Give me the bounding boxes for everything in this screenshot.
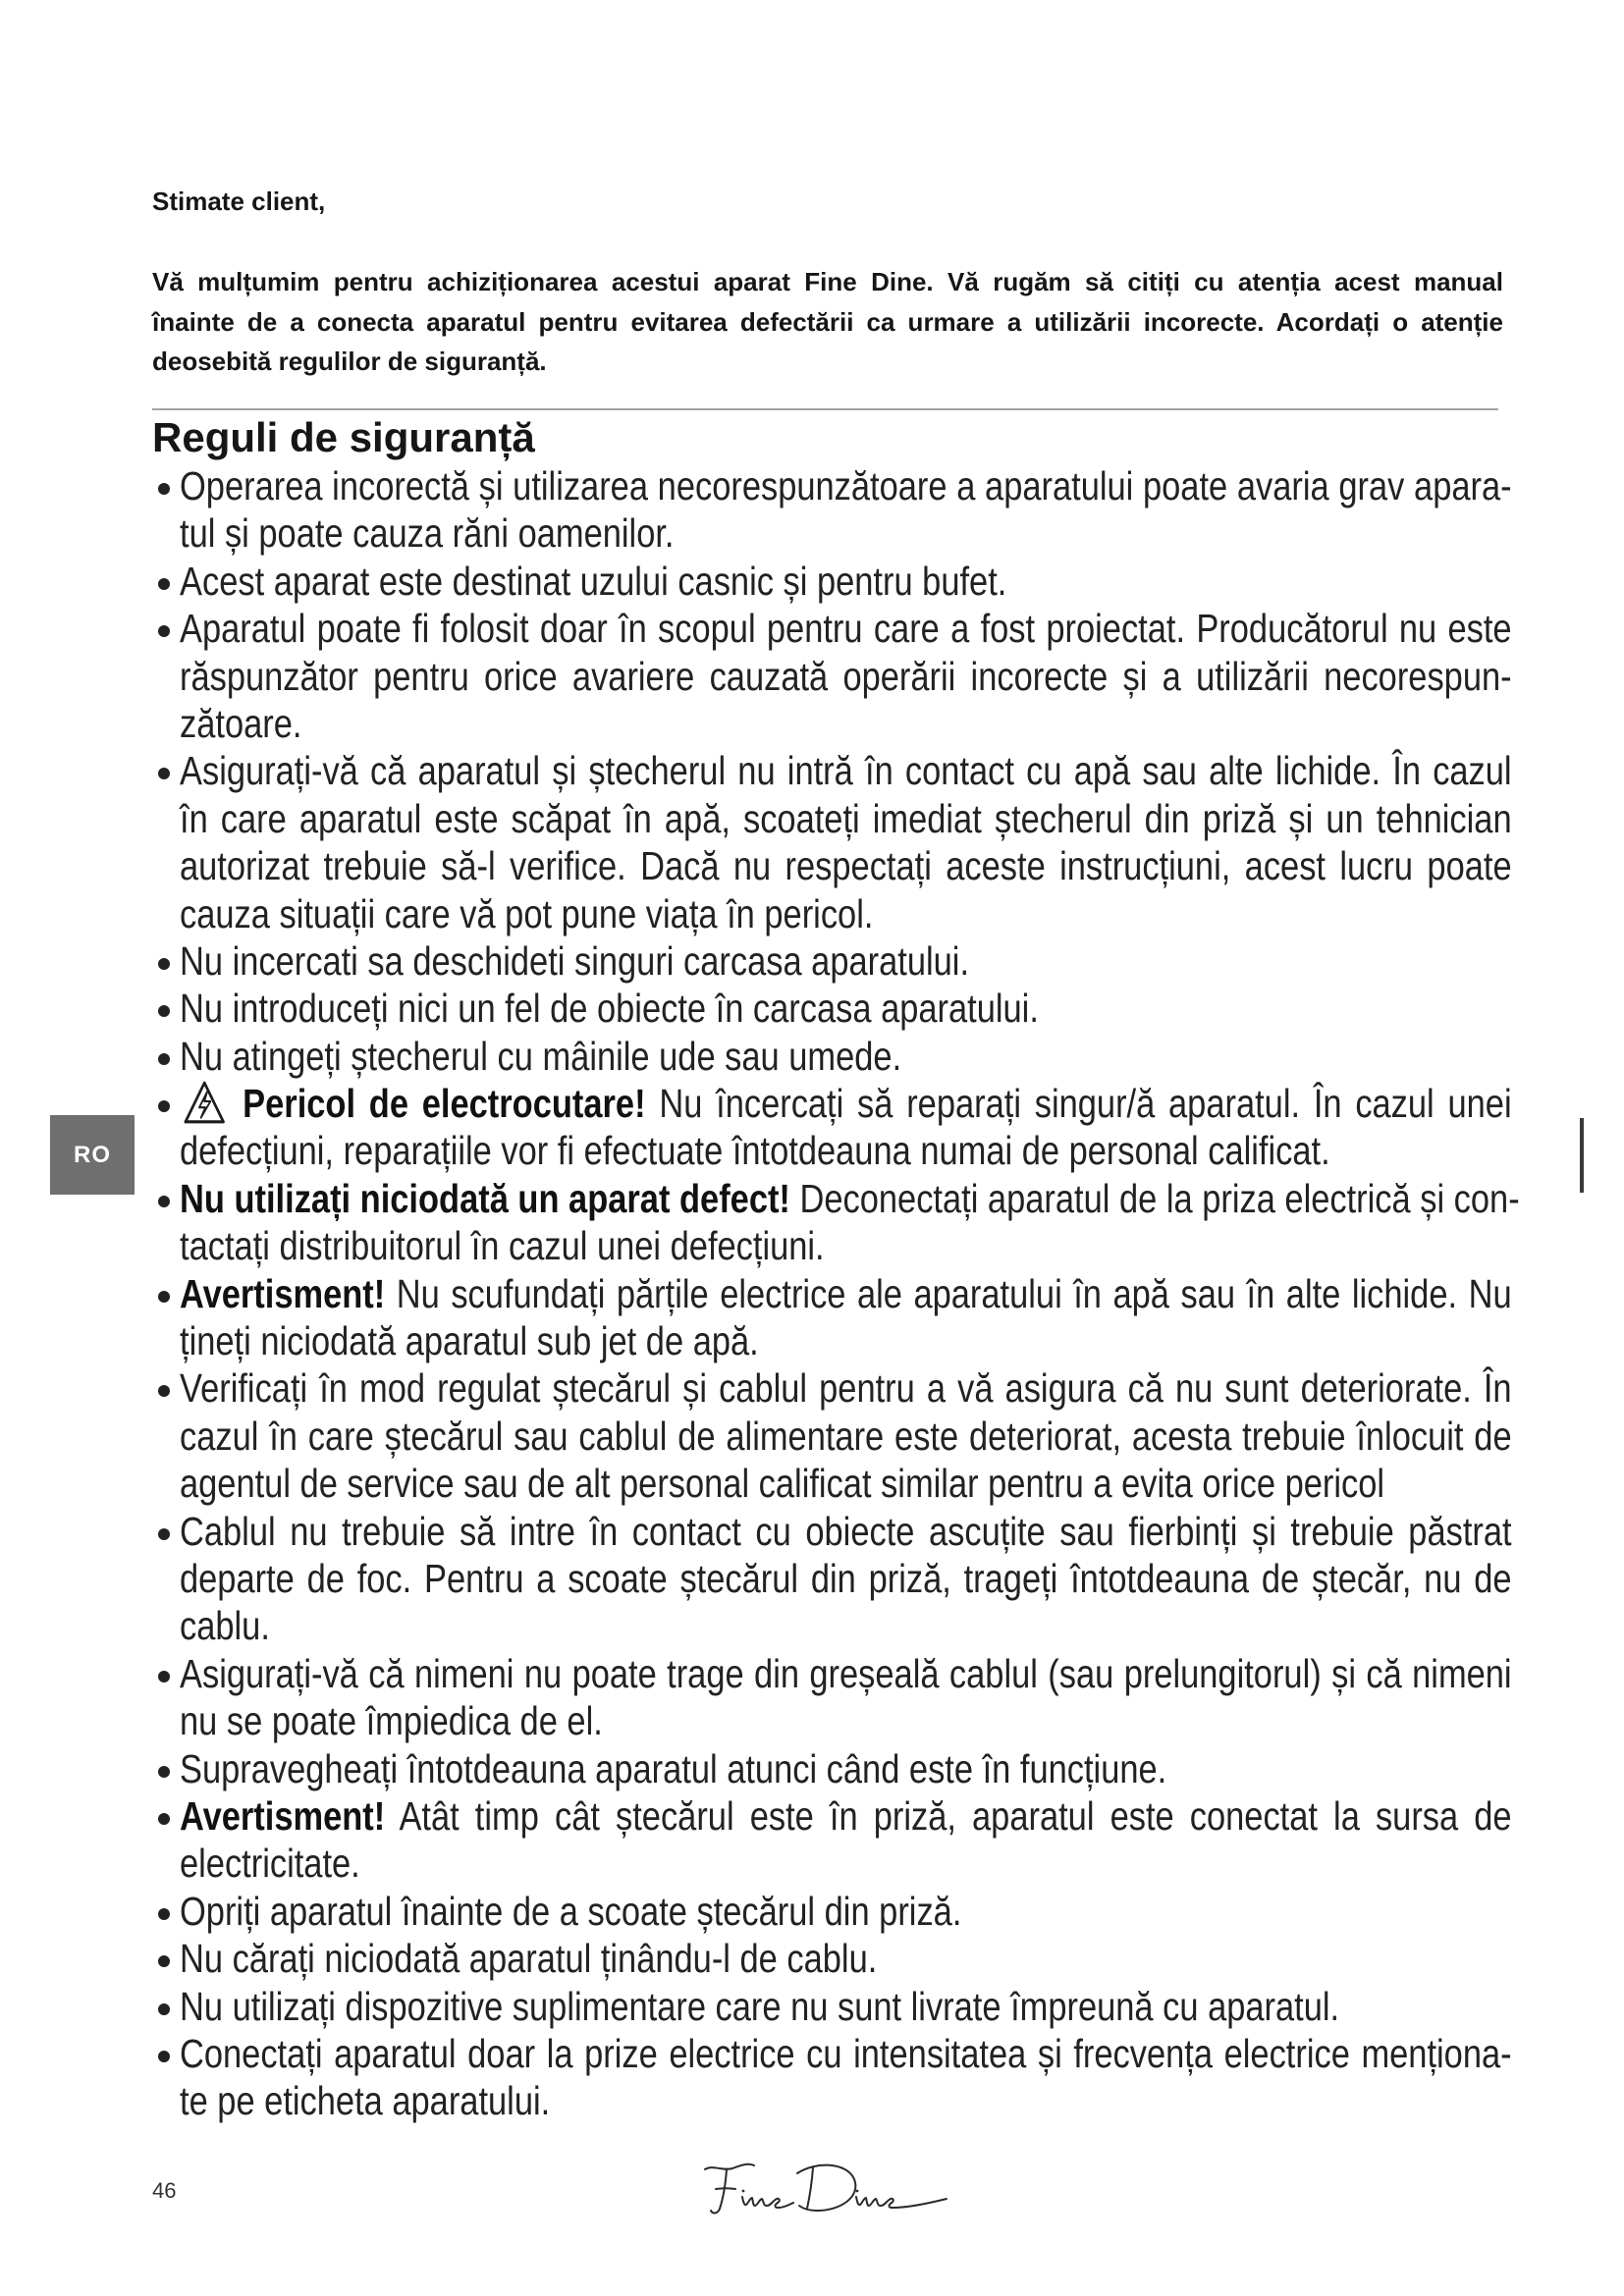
list-item bbox=[152, 1508, 1517, 1650]
list-item bbox=[152, 1650, 1517, 1745]
list-item-line bbox=[152, 1508, 1517, 1555]
bullet-icon bbox=[158, 483, 170, 495]
intro-line: deosebită regulilor de siguranță. bbox=[152, 347, 547, 376]
list-item-line bbox=[152, 1888, 1517, 1935]
list-item-line bbox=[152, 985, 1517, 1032]
list-item-line bbox=[152, 1555, 1517, 1602]
list-item-line bbox=[152, 1792, 1517, 1840]
list-item-line bbox=[152, 1033, 1517, 1080]
list-item-line bbox=[152, 1650, 1517, 1697]
list-item bbox=[152, 558, 1517, 605]
list-item-line bbox=[152, 1745, 1517, 1792]
list-item bbox=[152, 1175, 1520, 1270]
list-item-text: Operarea incorectă și utilizarea necorespunzătoare a aparatului poate avaria grav apara- bbox=[180, 463, 1512, 508]
list-item-text-rest: Nu încercați să reparați singur/ă aparatul. În cazul unei bbox=[659, 1081, 1512, 1127]
list-item-line bbox=[152, 1127, 1517, 1174]
list-item-text: Nu atingeți ștecherul cu mâinile ude sau umede. bbox=[180, 1033, 902, 1079]
list-item-text bbox=[180, 1270, 1512, 1317]
list-item bbox=[152, 1033, 1517, 1080]
list-item-text bbox=[180, 1175, 1520, 1222]
list-item-line bbox=[152, 747, 1517, 794]
bullet-icon bbox=[158, 1053, 170, 1065]
list-item-line bbox=[152, 890, 1517, 937]
electric-hazard-icon bbox=[180, 1080, 229, 1125]
list-item-line bbox=[152, 700, 1517, 747]
list-item-text: cazul în care ștecărul sau cablul de alimentare este deteriorat, acesta trebuie înlocuit de bbox=[180, 1413, 1512, 1459]
list-item-line bbox=[152, 1935, 1517, 1982]
list-item-text-rest: Atât timp cât ștecărul este în priză, aparatul este conectat la sursa de bbox=[399, 1792, 1512, 1839]
bullet-icon bbox=[158, 1528, 170, 1540]
list-item bbox=[152, 747, 1517, 937]
list-item-text: electricitate. bbox=[180, 1841, 360, 1887]
list-item-electric-hazard bbox=[152, 1080, 1517, 1175]
list-item-text: nu se poate împiedica de el. bbox=[180, 1698, 603, 1744]
list-item bbox=[152, 1792, 1517, 1888]
list-item bbox=[152, 2030, 1517, 2125]
list-item-text: Conectați aparatul doar la prize electrice cu intensitatea și frecvența electrice menționa- bbox=[180, 2030, 1512, 2076]
bullet-icon bbox=[158, 1671, 170, 1682]
list-item-text: Nu utilizați dispozitive suplimentare care nu sunt livrate împreună cu aparatul. bbox=[180, 1983, 1340, 2029]
bullet-icon bbox=[158, 1766, 170, 1778]
list-item bbox=[152, 937, 1517, 985]
section-title: Reguli de siguranță bbox=[152, 414, 535, 460]
bullet-icon bbox=[158, 2051, 170, 2062]
list-item-line bbox=[152, 1364, 1517, 1412]
list-item-text: Asigurați-vă că aparatul și ștecherul nu intră în contact cu apă sau alte lichide. În cazul bbox=[180, 748, 1512, 794]
list-item-line bbox=[152, 2077, 1517, 2124]
list-item-line bbox=[152, 605, 1517, 652]
list-item-line bbox=[152, 795, 1517, 842]
bullet-icon bbox=[158, 2003, 170, 2015]
list-item-line bbox=[152, 1222, 1517, 1269]
list-item-line bbox=[152, 1270, 1517, 1317]
warning-lead: Avertisment! bbox=[180, 1270, 386, 1316]
language-tab bbox=[50, 1115, 135, 1195]
list-item-text: în care aparatul este scăpat în apă, scoateți imediat ștecherul din priză și un tehnician bbox=[180, 795, 1512, 841]
list-item-text bbox=[180, 1080, 1512, 1127]
list-item-text: răspunzător pentru orice avariere cauzată operării incorecte și a utilizării necorespun- bbox=[180, 653, 1512, 699]
list-item-line bbox=[152, 1697, 1517, 1744]
list-item-text: Cablul nu trebuie să intre în contact cu obiecte ascuțite sau fierbinți și trebuie păstrat bbox=[180, 1508, 1512, 1554]
bullet-icon bbox=[158, 1196, 170, 1207]
intro-line: Vă mulțumim pentru achiziționarea acestui aparat Fine Dine. Vă rugăm să citiți cu atenția acest manual bbox=[152, 267, 1503, 296]
warning-lead: Nu utilizați niciodată un aparat defect! bbox=[180, 1175, 790, 1221]
list-item bbox=[152, 1745, 1517, 1792]
list-item-text-rest: Nu scufundați părțile electrice ale aparatului în apă sau în alte lichide. Nu bbox=[396, 1270, 1512, 1316]
list-item-line bbox=[152, 1080, 1517, 1127]
list-item-line bbox=[152, 2030, 1517, 2077]
bullet-icon bbox=[158, 1955, 170, 1967]
list-item-line bbox=[152, 558, 1517, 605]
list-item-text: Nu cărați niciodată aparatul ținându-l de cablu. bbox=[180, 1936, 878, 1982]
list-item-line bbox=[152, 653, 1517, 700]
list-item bbox=[152, 1935, 1517, 1982]
list-item-text: zătoare. bbox=[180, 700, 302, 746]
bullet-icon bbox=[158, 578, 170, 590]
list-item-line bbox=[152, 937, 1517, 985]
bullet-icon bbox=[158, 1813, 170, 1825]
list-item-line bbox=[152, 1840, 1517, 1887]
bullet-icon bbox=[158, 958, 170, 970]
list-item-line bbox=[152, 1413, 1517, 1460]
list-item-line bbox=[152, 509, 1517, 557]
list-item-text: tul și poate cauza răni oamenilor. bbox=[180, 510, 675, 557]
language-tab-label: RO bbox=[74, 1141, 111, 1168]
list-item-line bbox=[152, 1317, 1517, 1364]
list-item-text: cauza situații care vă pot pune viața în pericol. bbox=[180, 890, 874, 936]
bullet-icon bbox=[158, 1291, 170, 1303]
list-item bbox=[152, 1364, 1517, 1507]
list-item-text: Supravegheați întotdeauna aparatul atunci când este în funcțiune. bbox=[180, 1745, 1167, 1791]
list-item-text: Nu incercati sa deschideti singuri carcasa aparatului. bbox=[180, 937, 970, 984]
list-item-text: Acest aparat este destinat uzului casnic și pentru bufet. bbox=[180, 558, 1007, 604]
list-item-text: Opriți aparatul înainte de a scoate ștecărul din priză. bbox=[180, 1888, 962, 1934]
list-item-text: Asigurați-vă că nimeni nu poate trage din greșeală cablul (sau prelungitorul) și că nimeni bbox=[180, 1650, 1512, 1696]
list-item-text: te pe eticheta aparatului. bbox=[180, 2078, 551, 2124]
intro-line: înainte de a conecta aparatul pentru evitarea defectării ca urmare a utilizării incorecte. Acordați o atenție bbox=[152, 306, 1503, 337]
list-item-line bbox=[152, 1460, 1517, 1507]
list-item bbox=[152, 462, 1517, 558]
list-item-text: agentul de service sau de alt personal calificat similar pentru a evita orice pericol bbox=[180, 1461, 1385, 1507]
list-item-text: cablu. bbox=[180, 1603, 270, 1649]
list-item bbox=[152, 1983, 1517, 2030]
list-item-text: autorizat trebuie să-l verifice. Dacă nu respectați aceste instrucțiuni, acest lucru poate bbox=[180, 843, 1512, 889]
list-item bbox=[152, 605, 1517, 747]
page-number: 46 bbox=[152, 2178, 177, 2203]
list-item-text: Verificați în mod regulat ștecărul și cablul pentru a vă asigura că nu sunt deteriorate. În bbox=[180, 1365, 1512, 1412]
list-item-text: tactați distribuitorul în cazul unei defecțiuni. bbox=[180, 1223, 825, 1269]
warning-lead: Avertisment! bbox=[180, 1792, 386, 1839]
brand-logo bbox=[699, 2156, 950, 2218]
list-item-text: defecțiuni, reparațiile vor fi efectuate întotdeauna numai de personal calificat. bbox=[180, 1128, 1330, 1174]
list-item-text: departe de foc. Pentru a scoate ștecărul din priză, trageți întotdeauna de ștecăr, nu de bbox=[180, 1555, 1512, 1601]
list-item-text: Aparatul poate fi folosit doar în scopul pentru care a fost proiectat. Producătorul nu este bbox=[180, 606, 1512, 652]
list-item-text bbox=[180, 1792, 1512, 1840]
list-item-text-rest: Deconectați aparatul de la priza electrică și con- bbox=[799, 1175, 1520, 1221]
list-item-line bbox=[152, 1983, 1517, 2030]
section-divider bbox=[152, 408, 1498, 410]
safety-rules-list bbox=[152, 462, 1520, 2125]
list-item-line bbox=[152, 1602, 1517, 1649]
list-item-line bbox=[152, 842, 1517, 889]
warning-lead: Pericol de electrocutare! bbox=[243, 1081, 646, 1127]
list-item bbox=[152, 1270, 1517, 1365]
list-item bbox=[152, 985, 1517, 1032]
list-item-text: Nu introduceți nici un fel de obiecte în carcasa aparatului. bbox=[180, 986, 1039, 1032]
list-item-text: țineți niciodată aparatul sub jet de apă. bbox=[180, 1318, 759, 1364]
list-item bbox=[152, 1888, 1517, 1935]
greeting: Stimate client, bbox=[152, 187, 326, 216]
list-item-line bbox=[152, 462, 1517, 509]
intro-paragraph bbox=[152, 262, 1503, 382]
bullet-icon bbox=[158, 1908, 170, 1920]
list-item-line bbox=[152, 1175, 1520, 1222]
page-edge-marker bbox=[1580, 1118, 1584, 1193]
bullet-icon bbox=[158, 1100, 170, 1112]
